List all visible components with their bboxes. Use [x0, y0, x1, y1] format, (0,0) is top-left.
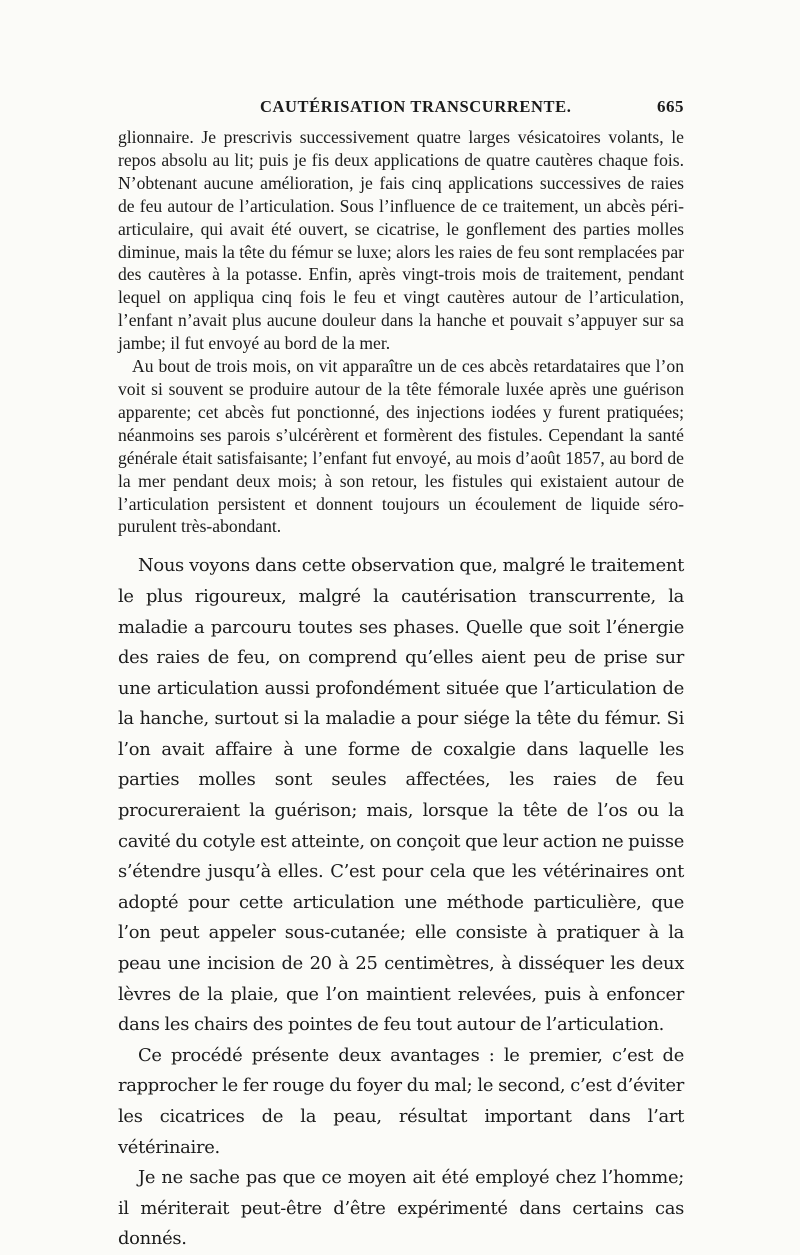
- paragraph-continued: glionnaire. Je prescrivis successivement quatre larges vésicatoires volants, le repos absolu au lit; puis je fis deux applications de quatre cautères chaque fois. N’obtenant aucune amélioration, je fais cinq applications successives de raies de feu autour de l’articulation. Sous l’influence de ce traitement, un abcès péri-articulaire, qui avait été ouvert, se cicatrise, le gonflement des parties molles diminue, mais la tête du fémur se luxe; alors les raies de feu sont remplacées par des cautères à la potasse. Enfin, après vingt-trois mois de traitement, pendant lequel on appliqua cinq fois le feu et vingt cautères autour de l’articulation, l’enfant n’avait plus aucune douleur dans la hanche et pouvait s’appuyer sur sa jambe; il fut envoyé au bord de la mer.: [118, 127, 684, 354]
- paragraph: Je ne sache pas que ce moyen ait été employé chez l’homme; il mériterait peut-être d’être expérimenté dans certains cas donnés.: [118, 1167, 684, 1250]
- page-body: [118, 126, 684, 1255]
- running-head: CAUTÉRISATION TRANSCURRENTE.: [260, 97, 572, 116]
- page-header: [118, 97, 684, 123]
- commentary-text: [118, 551, 684, 1255]
- observation-text: [118, 126, 684, 538]
- paragraph: Nous voyons dans cette observation que, malgré le traitement le plus rigoureux, malgré la cautérisation transcurrente, la maladie a parcouru toutes ses phases. Quelle que soit l’énergie des raies de feu, on comprend qu’elles aient peu de prise sur une articulation aussi profondément située que l’articulation de la hanche, surtout si la maladie a pour siége la tête du fémur. Si l’on avait affaire à une forme de coxalgie dans laquelle les parties molles sont seules affectées, les raies de feu procureraient la guérison; mais, lorsque la tête de l’os ou la cavité du cotyle est atteinte, on conçoit que leur action ne puisse s’étendre jusqu’à elles. C’est pour cela que les vétérinaires ont adopté pour cette articulation une méthode particulière, que l’on peut appeler sous-cutanée; elle consiste à pratiquer à la peau une incision de 20 à 25 centimètres, à disséquer les deux lèvres de la plaie, que l’on maintient relevées, puis à enfoncer dans les chairs des pointes de feu tout autour de l’articulation.: [118, 555, 684, 1036]
- paragraph: Au bout de trois mois, on vit apparaître un de ces abcès retardataires que l’on voit si souvent se produire autour de la tête fémorale luxée après une guérison apparente; cet abcès fut ponctionné, des injections iodées y furent pratiquées; néanmoins ses parois s’ulcérèrent et formèrent des fistules. Cependant la santé générale était satisfaisante; l’enfant fut envoyé, au mois d’août 1857, au bord de la mer pendant deux mois; à son retour, les fistules qui existaient autour de l’articulation persistent et donnent toujours un écoulement de liquide séro-purulent très-abondant.: [118, 356, 684, 537]
- page-number: 665: [657, 97, 684, 116]
- paragraph: Ce procédé présente deux avantages : le premier, c’est de rapprocher le fer rouge du foyer du mal; le second, c’est d’éviter les cicatrices de la peau, résultat important dans l’art vétérinaire.: [118, 1044, 684, 1158]
